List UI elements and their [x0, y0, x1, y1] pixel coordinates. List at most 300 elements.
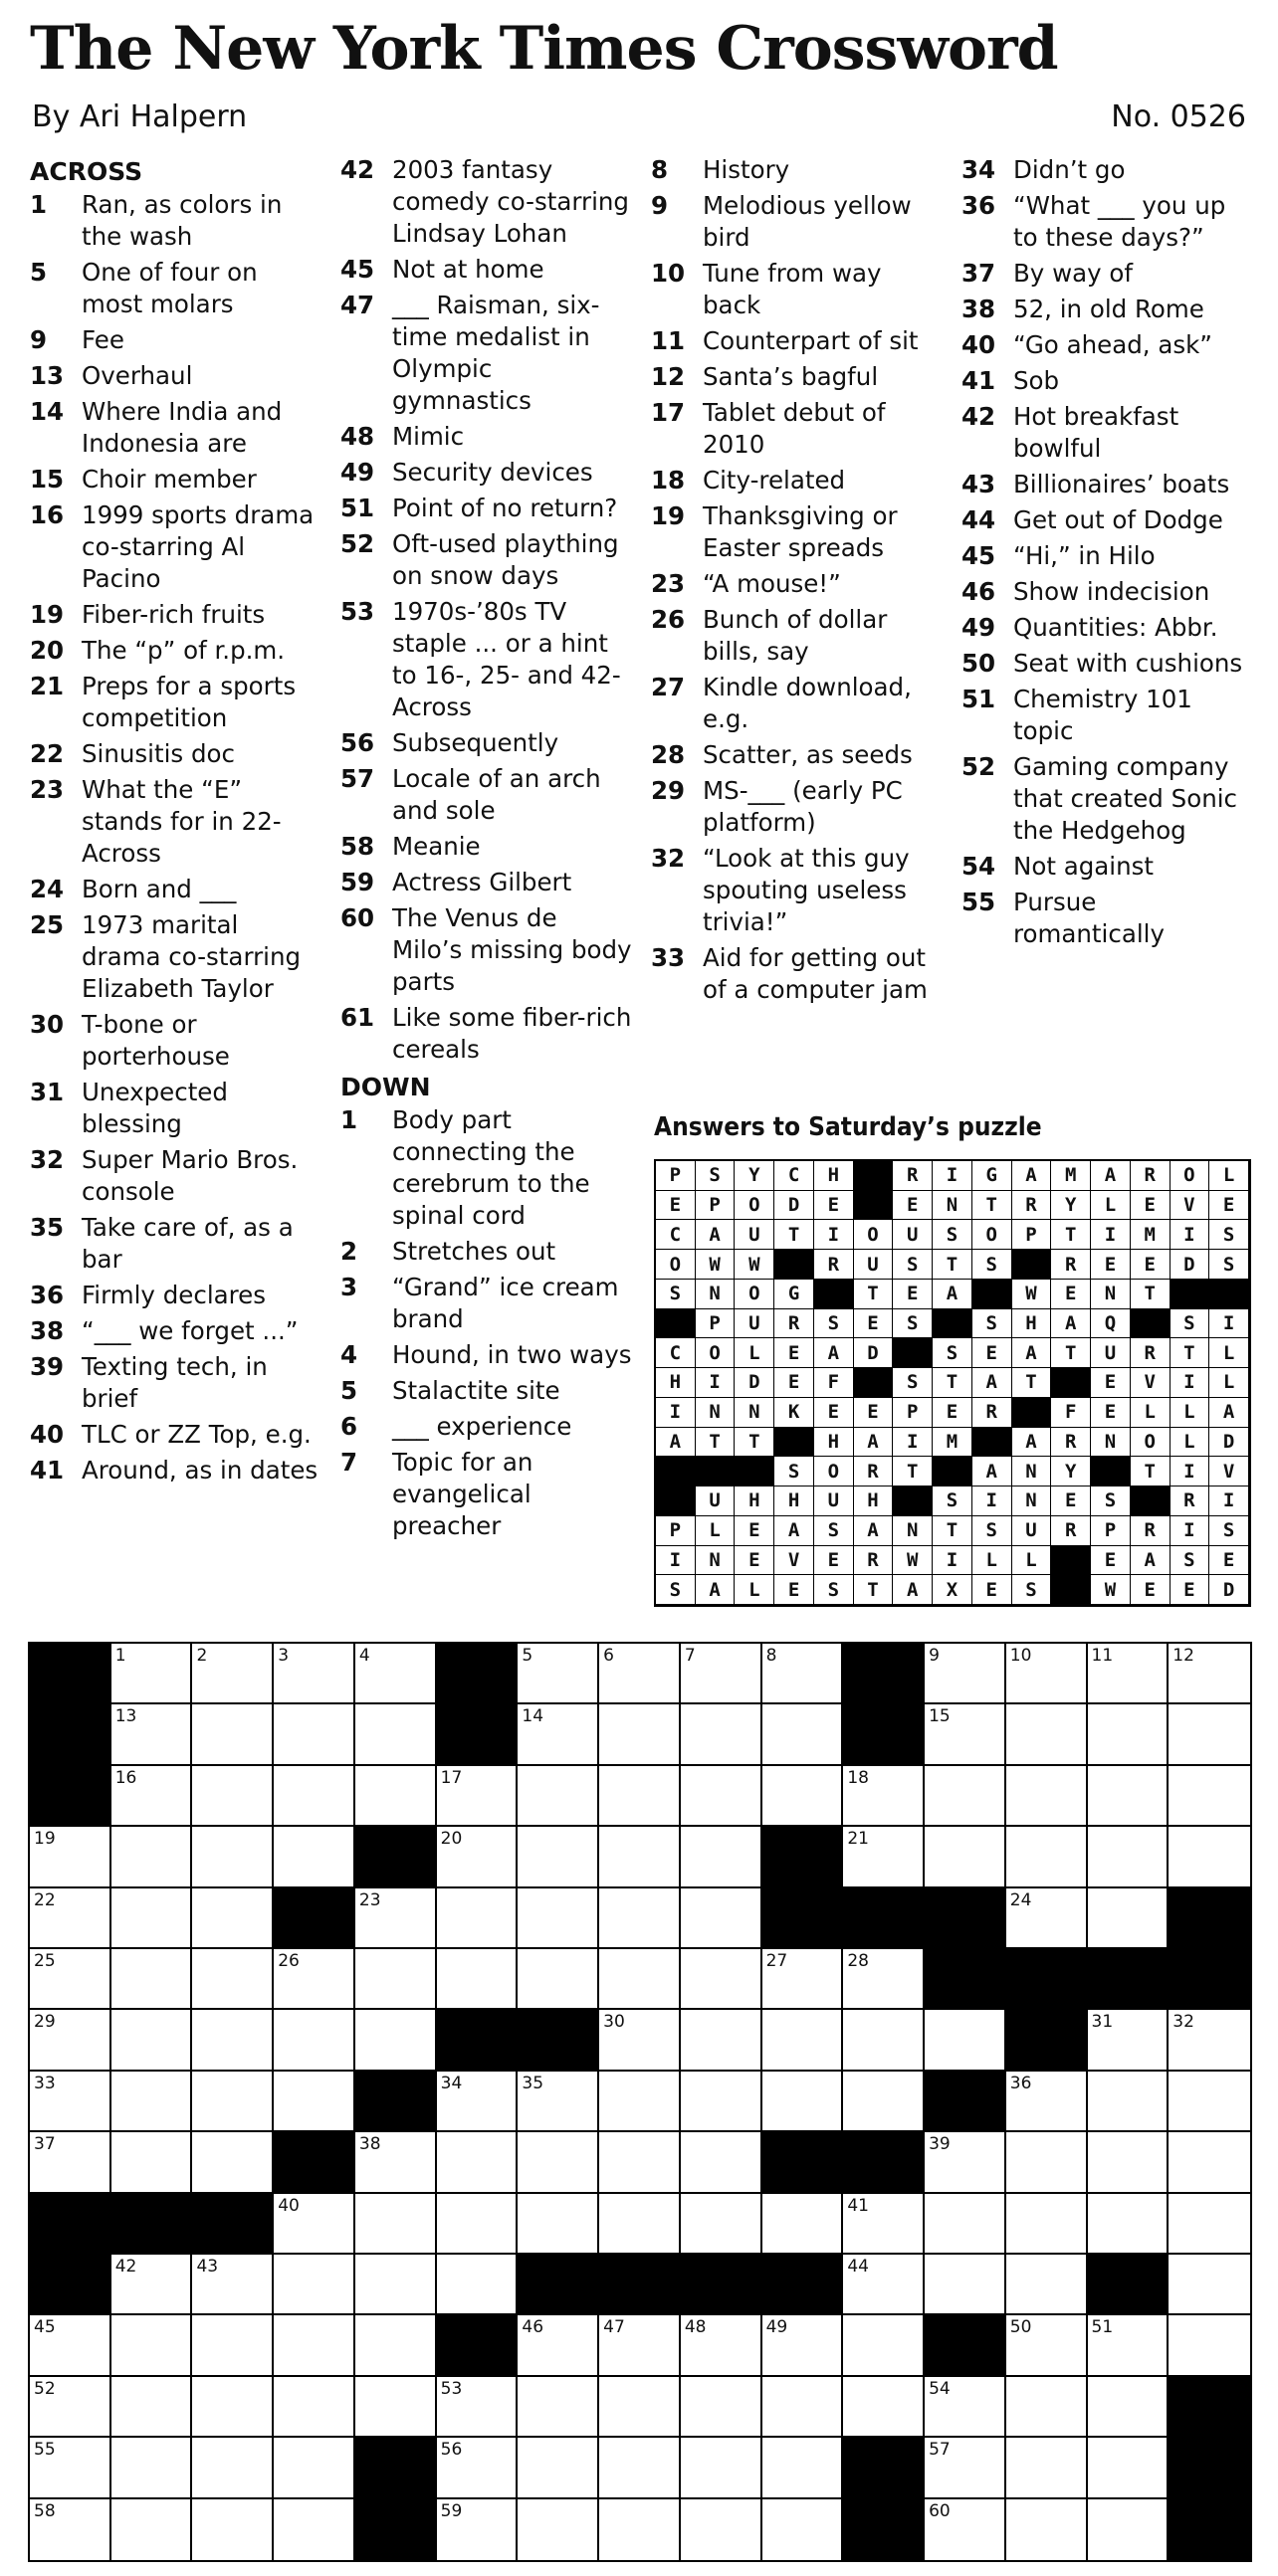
- grid-cell[interactable]: [1006, 2315, 1088, 2376]
- grid-cell[interactable]: [30, 2132, 111, 2193]
- down-clue[interactable]: [961, 190, 1255, 254]
- grid-cell[interactable]: [274, 1949, 355, 2010]
- answer-letter: W: [1091, 1575, 1131, 1605]
- down-clue[interactable]: [340, 1272, 634, 1335]
- grid-cell[interactable]: [1088, 2194, 1170, 2255]
- down-clue[interactable]: [961, 576, 1255, 608]
- grid-cell[interactable]: [599, 1827, 681, 1887]
- grid-cell[interactable]: [1006, 1644, 1088, 1704]
- grid-black-square: [30, 1644, 111, 1704]
- grid-cell[interactable]: [762, 2072, 844, 2132]
- grid-cell[interactable]: [843, 1766, 925, 1827]
- grid-cell[interactable]: [1006, 1827, 1088, 1887]
- down-clue[interactable]: [651, 361, 945, 393]
- grid-cell[interactable]: [1088, 2315, 1170, 2376]
- clue-text: By way of: [1013, 259, 1134, 288]
- cell-number: 40: [278, 2195, 300, 2216]
- grid-cell[interactable]: [437, 2438, 519, 2498]
- grid-cell[interactable]: [599, 1949, 681, 2010]
- grid-cell[interactable]: [274, 1644, 355, 1704]
- answer-black-square: [1171, 1280, 1210, 1309]
- down-clue[interactable]: [340, 1375, 634, 1407]
- grid-black-square: [762, 1827, 844, 1887]
- grid-cell[interactable]: [355, 2194, 437, 2255]
- answer-letter: S: [933, 1486, 972, 1516]
- grid-cell[interactable]: [925, 2377, 1006, 2438]
- grid-cell[interactable]: [681, 1704, 762, 1765]
- across-clue[interactable]: [340, 493, 634, 524]
- grid-cell[interactable]: [518, 2194, 599, 2255]
- across-clue[interactable]: [30, 396, 323, 460]
- answer-letter: R: [1051, 1250, 1091, 1280]
- grid-cell[interactable]: [599, 2438, 681, 2498]
- across-clue[interactable]: [30, 774, 323, 870]
- down-clue[interactable]: [961, 294, 1255, 325]
- answer-letter: L: [1131, 1398, 1171, 1428]
- grid-cell[interactable]: [30, 2438, 111, 2498]
- answer-letter: H: [1012, 1309, 1052, 1339]
- down-clue[interactable]: [651, 397, 945, 461]
- grid-cell[interactable]: [599, 2010, 681, 2071]
- grid-cell[interactable]: [681, 1766, 762, 1827]
- clue-text: Meanie: [392, 832, 481, 861]
- across-clue[interactable]: [340, 831, 634, 863]
- down-clue[interactable]: [961, 751, 1255, 847]
- cell-number: 60: [929, 2500, 951, 2521]
- grid-cell[interactable]: [762, 1766, 844, 1827]
- grid-cell[interactable]: [681, 2315, 762, 2376]
- across-clue[interactable]: [30, 1280, 323, 1311]
- grid-cell[interactable]: [30, 2315, 111, 2376]
- grid-cell[interactable]: [843, 2255, 925, 2315]
- grid-cell[interactable]: [30, 1949, 111, 2010]
- grid-cell[interactable]: [111, 2132, 193, 2193]
- across-clue[interactable]: [340, 596, 634, 723]
- down-clue[interactable]: [651, 942, 945, 1006]
- across-clue[interactable]: [30, 635, 323, 667]
- grid-cell[interactable]: [274, 2194, 355, 2255]
- grid-cell[interactable]: [355, 1888, 437, 1949]
- grid-cell[interactable]: [925, 1827, 1006, 1887]
- grid-cell[interactable]: [192, 1704, 274, 1765]
- grid-cell[interactable]: [762, 2315, 844, 2376]
- answer-letter: Y: [1051, 1457, 1091, 1486]
- across-clue[interactable]: [340, 290, 634, 417]
- answer-letter: T: [933, 1516, 972, 1546]
- grid-cell[interactable]: [192, 1766, 274, 1827]
- grid-cell[interactable]: [1006, 2072, 1088, 2132]
- down-clue[interactable]: [961, 887, 1255, 950]
- grid-cell[interactable]: [843, 2072, 925, 2132]
- grid-cell[interactable]: [1006, 2255, 1088, 2315]
- grid-cell[interactable]: [1169, 1704, 1250, 1765]
- down-clue[interactable]: [961, 504, 1255, 536]
- grid-cell[interactable]: [843, 1949, 925, 2010]
- answer-black-square: [774, 1428, 814, 1458]
- down-clue[interactable]: [651, 843, 945, 938]
- grid-cell[interactable]: [274, 2072, 355, 2132]
- grid-cell[interactable]: [437, 1766, 519, 1827]
- grid-cell[interactable]: [925, 1644, 1006, 1704]
- grid-cell[interactable]: [274, 2255, 355, 2315]
- across-clue[interactable]: [340, 528, 634, 592]
- grid-cell[interactable]: [355, 1704, 437, 1765]
- grid-cell[interactable]: [355, 2010, 437, 2071]
- across-clue[interactable]: [30, 1419, 323, 1451]
- down-clue[interactable]: [961, 540, 1255, 572]
- across-clue[interactable]: [30, 1077, 323, 1140]
- grid-cell[interactable]: [599, 2194, 681, 2255]
- grid-cell[interactable]: [30, 1888, 111, 1949]
- grid-cell[interactable]: [762, 2010, 844, 2071]
- grid-cell[interactable]: [1088, 1888, 1170, 1949]
- grid-cell[interactable]: [30, 2010, 111, 2071]
- grid-cell[interactable]: [1169, 2194, 1250, 2255]
- grid-cell[interactable]: [925, 1704, 1006, 1765]
- cell-number: 27: [765, 1951, 788, 1971]
- grid-cell[interactable]: [518, 2377, 599, 2438]
- grid-cell[interactable]: [1169, 2132, 1250, 2193]
- grid-cell[interactable]: [355, 2315, 437, 2376]
- across-clue[interactable]: [30, 599, 323, 631]
- grid-cell[interactable]: [1169, 2010, 1250, 2071]
- clue-text: Unexpected blessing: [82, 1078, 228, 1138]
- grid-cell[interactable]: [437, 2072, 519, 2132]
- grid-cell[interactable]: [355, 1766, 437, 1827]
- grid-cell[interactable]: [1169, 1644, 1250, 1704]
- grid-cell[interactable]: [192, 2072, 274, 2132]
- down-clue[interactable]: [651, 258, 945, 321]
- down-clue[interactable]: [651, 672, 945, 735]
- grid-cell[interactable]: [274, 2438, 355, 2498]
- grid-cell[interactable]: [111, 1888, 193, 1949]
- grid-cell[interactable]: [1088, 1827, 1170, 1887]
- grid-cell[interactable]: [681, 2194, 762, 2255]
- down-clue[interactable]: [961, 612, 1255, 644]
- grid-cell[interactable]: [518, 2499, 599, 2560]
- grid-cell[interactable]: [111, 1704, 193, 1765]
- grid-cell[interactable]: [111, 2072, 193, 2132]
- grid-cell[interactable]: [437, 2255, 519, 2315]
- clue-number: 36: [30, 1281, 65, 1309]
- down-clue[interactable]: [961, 469, 1255, 500]
- grid-cell[interactable]: [681, 2010, 762, 2071]
- grid-cell[interactable]: [681, 1888, 762, 1949]
- grid-cell[interactable]: [274, 2315, 355, 2376]
- grid-cell[interactable]: [1088, 2132, 1170, 2193]
- grid-cell[interactable]: [30, 2072, 111, 2132]
- grid-cell[interactable]: [1169, 2315, 1250, 2376]
- across-clue[interactable]: [340, 1002, 634, 1066]
- across-clue[interactable]: [340, 254, 634, 286]
- answer-letter: P: [893, 1398, 933, 1428]
- down-clue[interactable]: [651, 190, 945, 254]
- grid-cell[interactable]: [355, 1644, 437, 1704]
- grid-cell[interactable]: [111, 1949, 193, 2010]
- answer-letter: R: [854, 1546, 894, 1576]
- grid-cell[interactable]: [762, 2377, 844, 2438]
- across-clue[interactable]: [30, 1351, 323, 1415]
- answer-letter: R: [893, 1161, 933, 1191]
- grid-cell[interactable]: [843, 2377, 925, 2438]
- grid-cell[interactable]: [518, 2132, 599, 2193]
- across-clue[interactable]: [340, 867, 634, 898]
- down-clue[interactable]: [961, 684, 1255, 747]
- grid-cell[interactable]: [681, 2132, 762, 2193]
- grid-cell[interactable]: [599, 2072, 681, 2132]
- grid-cell[interactable]: [192, 2438, 274, 2498]
- across-clue[interactable]: [340, 154, 634, 250]
- grid-black-square: [1006, 2010, 1088, 2071]
- grid-cell[interactable]: [1088, 1766, 1170, 1827]
- grid-cell[interactable]: [843, 2194, 925, 2255]
- grid-cell[interactable]: [111, 2010, 193, 2071]
- answer-letter: E: [1131, 1575, 1171, 1605]
- grid-cell[interactable]: [762, 2438, 844, 2498]
- grid-cell[interactable]: [1006, 2194, 1088, 2255]
- grid-cell[interactable]: [111, 2377, 193, 2438]
- grid-cell[interactable]: [355, 2255, 437, 2315]
- down-clue[interactable]: [651, 775, 945, 839]
- clue-number: 49: [961, 613, 996, 642]
- grid-cell[interactable]: [1006, 2132, 1088, 2193]
- clue-number: 7: [340, 1448, 358, 1477]
- grid-cell[interactable]: [192, 2499, 274, 2560]
- grid-cell[interactable]: [1088, 1644, 1170, 1704]
- down-clue[interactable]: [961, 365, 1255, 397]
- grid-cell[interactable]: [518, 2072, 599, 2132]
- grid-cell[interactable]: [355, 2132, 437, 2193]
- clue-number: 56: [340, 728, 375, 757]
- grid-cell[interactable]: [1088, 2499, 1170, 2560]
- down-clue[interactable]: [961, 648, 1255, 680]
- grid-cell[interactable]: [192, 2255, 274, 2315]
- grid-cell[interactable]: [1169, 2255, 1250, 2315]
- grid-cell[interactable]: [437, 2499, 519, 2560]
- grid-cell[interactable]: [111, 2255, 193, 2315]
- grid-cell[interactable]: [599, 2377, 681, 2438]
- across-clue[interactable]: [340, 763, 634, 827]
- grid-cell[interactable]: [762, 1704, 844, 1765]
- grid-cell[interactable]: [1169, 1827, 1250, 1887]
- grid-cell[interactable]: [1006, 1766, 1088, 1827]
- grid-cell[interactable]: [925, 2010, 1006, 2071]
- answer-letter: S: [972, 1309, 1012, 1339]
- grid-cell[interactable]: [599, 2132, 681, 2193]
- grid-cell[interactable]: [437, 2377, 519, 2438]
- grid-cell[interactable]: [111, 2499, 193, 2560]
- across-clue[interactable]: [30, 671, 323, 734]
- down-clue[interactable]: [651, 739, 945, 771]
- grid-cell[interactable]: [355, 1949, 437, 2010]
- grid-cell[interactable]: [437, 1949, 519, 2010]
- grid-cell[interactable]: [355, 2377, 437, 2438]
- grid-cell[interactable]: [1169, 2072, 1250, 2132]
- grid-cell[interactable]: [111, 2438, 193, 2498]
- grid-cell[interactable]: [925, 2255, 1006, 2315]
- answer-letter: P: [1091, 1516, 1131, 1546]
- grid-cell[interactable]: [518, 1949, 599, 2010]
- down-clue[interactable]: [651, 325, 945, 357]
- grid-cell[interactable]: [1088, 2010, 1170, 2071]
- across-clue[interactable]: [30, 1009, 323, 1073]
- across-clue[interactable]: [30, 189, 323, 253]
- crossword-grid[interactable]: [28, 1642, 1252, 2562]
- down-clue[interactable]: [961, 851, 1255, 883]
- grid-cell[interactable]: [274, 1827, 355, 1887]
- grid-cell[interactable]: [1088, 2438, 1170, 2498]
- down-clue[interactable]: [340, 1104, 634, 1232]
- grid-black-square: [1006, 1949, 1088, 2010]
- grid-cell[interactable]: [437, 2194, 519, 2255]
- grid-cell[interactable]: [437, 1888, 519, 1949]
- grid-cell[interactable]: [111, 1827, 193, 1887]
- grid-cell[interactable]: [518, 1827, 599, 1887]
- answer-letter: N: [696, 1280, 736, 1309]
- grid-cell[interactable]: [518, 1704, 599, 1765]
- across-clue[interactable]: [30, 360, 323, 392]
- across-clue[interactable]: [340, 421, 634, 453]
- across-clue[interactable]: [30, 909, 323, 1005]
- clue-text: 1999 sports drama co-starring Al Pacino: [82, 500, 315, 593]
- grid-cell[interactable]: [437, 2132, 519, 2193]
- grid-cell[interactable]: [1006, 1704, 1088, 1765]
- grid-cell[interactable]: [843, 1827, 925, 1887]
- across-clue[interactable]: [30, 464, 323, 495]
- across-clue[interactable]: [340, 902, 634, 998]
- grid-cell[interactable]: [843, 2010, 925, 2071]
- grid-cell[interactable]: [681, 1949, 762, 2010]
- across-clue[interactable]: [30, 738, 323, 770]
- grid-cell[interactable]: [111, 1766, 193, 1827]
- grid-cell[interactable]: [518, 2315, 599, 2376]
- clue-number: 49: [340, 458, 375, 487]
- grid-cell[interactable]: [925, 2499, 1006, 2560]
- down-clue[interactable]: [961, 329, 1255, 361]
- grid-cell[interactable]: [30, 2499, 111, 2560]
- grid-cell[interactable]: [925, 2438, 1006, 2498]
- grid-cell[interactable]: [1006, 2499, 1088, 2560]
- down-clue[interactable]: [961, 154, 1255, 186]
- down-clue[interactable]: [340, 1236, 634, 1268]
- grid-cell[interactable]: [274, 2377, 355, 2438]
- across-clue[interactable]: [340, 457, 634, 489]
- down-clue[interactable]: [651, 500, 945, 564]
- grid-cell[interactable]: [681, 1827, 762, 1887]
- down-clue[interactable]: [340, 1339, 634, 1371]
- grid-cell[interactable]: [762, 1644, 844, 1704]
- across-clue[interactable]: [30, 499, 323, 595]
- grid-cell[interactable]: [1088, 1704, 1170, 1765]
- grid-cell[interactable]: [274, 2499, 355, 2560]
- grid-cell[interactable]: [762, 1949, 844, 2010]
- down-clue[interactable]: [651, 154, 945, 186]
- grid-cell[interactable]: [30, 1827, 111, 1887]
- grid-cell[interactable]: [274, 1766, 355, 1827]
- grid-cell[interactable]: [1169, 1766, 1250, 1827]
- grid-cell[interactable]: [681, 2072, 762, 2132]
- grid-cell[interactable]: [1006, 2377, 1088, 2438]
- grid-cell[interactable]: [681, 2499, 762, 2560]
- across-clue[interactable]: [30, 1212, 323, 1276]
- grid-cell[interactable]: [192, 2377, 274, 2438]
- across-clue[interactable]: [30, 874, 323, 905]
- grid-cell[interactable]: [518, 1888, 599, 1949]
- grid-cell[interactable]: [1006, 1888, 1088, 1949]
- grid-cell[interactable]: [599, 2499, 681, 2560]
- grid-cell[interactable]: [192, 1644, 274, 1704]
- grid-cell[interactable]: [925, 1766, 1006, 1827]
- grid-cell[interactable]: [762, 2499, 844, 2560]
- grid-cell[interactable]: [518, 2438, 599, 2498]
- grid-cell[interactable]: [681, 2438, 762, 2498]
- across-clue[interactable]: [30, 1455, 323, 1486]
- grid-cell[interactable]: [599, 1766, 681, 1827]
- grid-cell[interactable]: [925, 2132, 1006, 2193]
- clue-number: 40: [961, 330, 996, 359]
- grid-cell[interactable]: [681, 1644, 762, 1704]
- grid-cell[interactable]: [518, 1644, 599, 1704]
- across-clue[interactable]: [30, 257, 323, 320]
- down-clue[interactable]: [651, 604, 945, 668]
- grid-cell[interactable]: [30, 2377, 111, 2438]
- across-clue[interactable]: [340, 727, 634, 759]
- grid-cell[interactable]: [599, 1644, 681, 1704]
- across-clue[interactable]: [30, 1144, 323, 1208]
- grid-cell[interactable]: [925, 2194, 1006, 2255]
- down-clue[interactable]: [961, 258, 1255, 290]
- grid-cell[interactable]: [843, 2315, 925, 2376]
- grid-cell[interactable]: [762, 2194, 844, 2255]
- grid-cell[interactable]: [111, 2315, 193, 2376]
- clue-number: 41: [961, 366, 996, 395]
- down-clue[interactable]: [651, 568, 945, 600]
- grid-cell[interactable]: [681, 2377, 762, 2438]
- grid-cell[interactable]: [518, 1766, 599, 1827]
- grid-cell[interactable]: [274, 2010, 355, 2071]
- grid-cell[interactable]: [599, 1888, 681, 1949]
- grid-cell[interactable]: [599, 1704, 681, 1765]
- grid-cell[interactable]: [192, 1827, 274, 1887]
- grid-cell[interactable]: [274, 1704, 355, 1765]
- grid-cell[interactable]: [192, 2010, 274, 2071]
- answer-black-square: [854, 1368, 894, 1398]
- across-clue[interactable]: [30, 1315, 323, 1347]
- down-clue[interactable]: [651, 465, 945, 496]
- grid-cell[interactable]: [1088, 2072, 1170, 2132]
- answer-letter: E: [1091, 1546, 1131, 1576]
- across-clue[interactable]: [30, 324, 323, 356]
- cell-number: 28: [847, 1951, 869, 1971]
- down-clue[interactable]: [340, 1411, 634, 1443]
- down-clue[interactable]: [340, 1447, 634, 1542]
- answer-black-square: [972, 1428, 1012, 1458]
- grid-cell[interactable]: [192, 1949, 274, 2010]
- grid-cell[interactable]: [599, 2315, 681, 2376]
- grid-cell[interactable]: [1088, 2377, 1170, 2438]
- grid-cell[interactable]: [192, 2132, 274, 2193]
- clue-number: 60: [340, 903, 375, 932]
- grid-cell[interactable]: [192, 1888, 274, 1949]
- grid-cell[interactable]: [192, 2315, 274, 2376]
- down-clue[interactable]: [961, 401, 1255, 465]
- answer-letter: D: [854, 1338, 894, 1368]
- grid-cell[interactable]: [1006, 2438, 1088, 2498]
- clue-text: Hound, in two ways: [392, 1340, 632, 1369]
- clue-text: Pursue romantically: [1013, 888, 1165, 948]
- grid-cell[interactable]: [437, 1827, 519, 1887]
- grid-cell[interactable]: [111, 1644, 193, 1704]
